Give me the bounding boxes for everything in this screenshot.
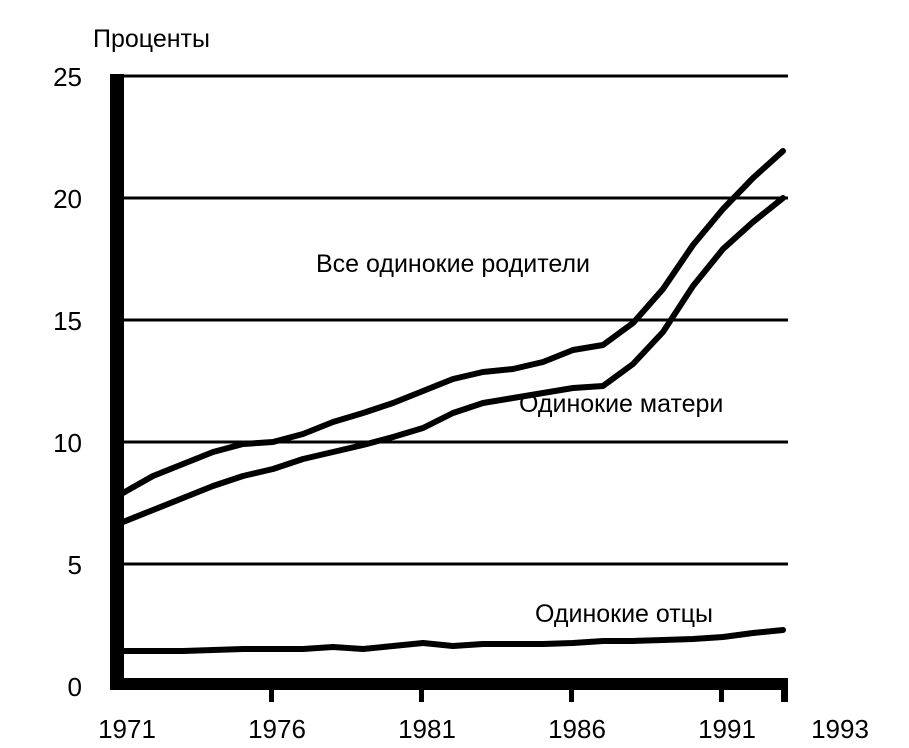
y-tick-label-15: 15 [53, 306, 82, 336]
series-label-single-mothers: Одинокие матери [519, 390, 724, 418]
series-line-single-mothers [123, 198, 783, 522]
x-tick-label-1986: 1986 [548, 714, 606, 744]
y-tick-label-5: 5 [67, 550, 82, 580]
x-tick-label-1991: 1991 [698, 714, 756, 744]
y-tick-label-10: 10 [53, 428, 82, 458]
x-tick-label-1976: 1976 [248, 714, 306, 744]
y-tick-label-20: 20 [53, 184, 82, 214]
y-tick-label-0: 0 [67, 672, 82, 702]
gridlines [119, 76, 788, 564]
series-line-single-fathers [123, 630, 783, 651]
y-axis-title: Проценты [93, 25, 210, 53]
x-tick-label-1993: 1993 [811, 714, 869, 744]
y-tick-label-25: 25 [53, 62, 82, 92]
x-tick-label-1981: 1981 [398, 714, 456, 744]
x-tick-label-1971: 1971 [98, 714, 156, 744]
series-label-all-single-parents: Все одинокие родители [316, 250, 590, 278]
series-label-single-fathers: Одинокие отцы [535, 600, 714, 628]
